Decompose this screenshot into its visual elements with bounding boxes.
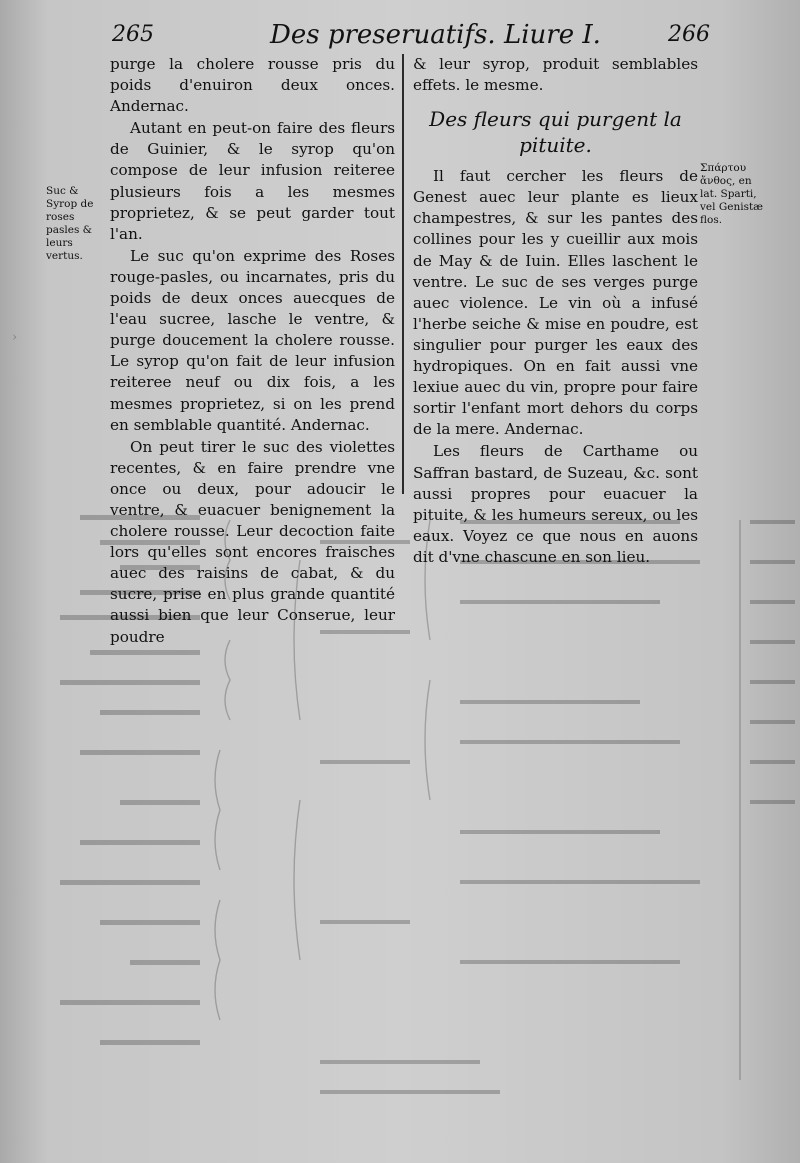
- left-edge-bleed: ›: [12, 330, 18, 345]
- page-number-right: 266: [668, 22, 710, 47]
- paragraph: Autant en peut-on faire des fleurs de Guinier, & le syrop qu'on compose de leur infusion reiteree plusieurs fois a les mesmes proprietez, & se peut garder tout l'an.: [110, 119, 395, 243]
- paragraph-continuation: & leur syrop, produit semblables effets. le mesme.: [413, 55, 698, 95]
- running-title: Des preseruatifs. Liure I.: [270, 20, 601, 50]
- paragraph: Le suc qu'on exprime des Roses rouge-pasles, ou incarnates, pris du poids de deux onces auecques de l'eau sucree, lasche le ventre, & purge doucement la cholere rousse. Le syrop qu'on fait de leur infusion reiteree neuf ou dix fois, a les mesmes proprietez, si on les prend en semblable quantité. Andernac.: [110, 246, 395, 434]
- page-number-left: 265: [112, 22, 154, 47]
- column-divider: [402, 54, 404, 494]
- left-text-column: [110, 54, 395, 649]
- paragraph: Il faut cercher les fleurs de Genest auec leur plante es lieux champestres, & sur les pantes des collines pour les y cueillir aux mois de May & de Iuin. Elles laschent le ventre. Le suc de ses verges purge auec violence. Le vin où a infusé l'herbe seiche & mise en poudre, est singulier pour purger les eaux des hydropiques. On en fait aussi vne lexiue auec du vin, propre pour faire sortir l'enfant mort dehors du corps de la mere. Andernac.: [413, 167, 698, 439]
- paragraph: On peut tirer le suc des violettes recentes, & en faire prendre vne once ou deux, pour adoucir le ventre, & euacuer benignement la cholere rousse. Leur decoction faite lors qu'elles sont encores fraisches auec des raisins de cabat, & du sucre, prise en plus grande quantité aussi bien que leur Conserue, leur poudre: [110, 437, 395, 646]
- section-heading: Des fleurs qui purgent la pituite.: [429, 107, 682, 158]
- right-margin-note: Σπάρτου ἄνθος, en lat. Sparti, vel Genistæ flos.: [700, 162, 764, 226]
- page-header: [0, 22, 800, 52]
- left-margin-note: Suc & Syrop de roses pasles & leurs vertus.: [46, 185, 94, 262]
- paragraph: Les fleurs de Carthame ou Saffran bastard, de Suzeau, &c. sont aussi propres pour euacuer la pituite, & les humeurs sereux, ou les eaux. Voyez ce que nous en auons dit d'vne chascune en son lieu.: [413, 442, 698, 566]
- right-text-column: [413, 54, 698, 569]
- paragraph: purge la cholere rousse pris du poids d'enuiron deux onces. Andernac.: [110, 55, 395, 116]
